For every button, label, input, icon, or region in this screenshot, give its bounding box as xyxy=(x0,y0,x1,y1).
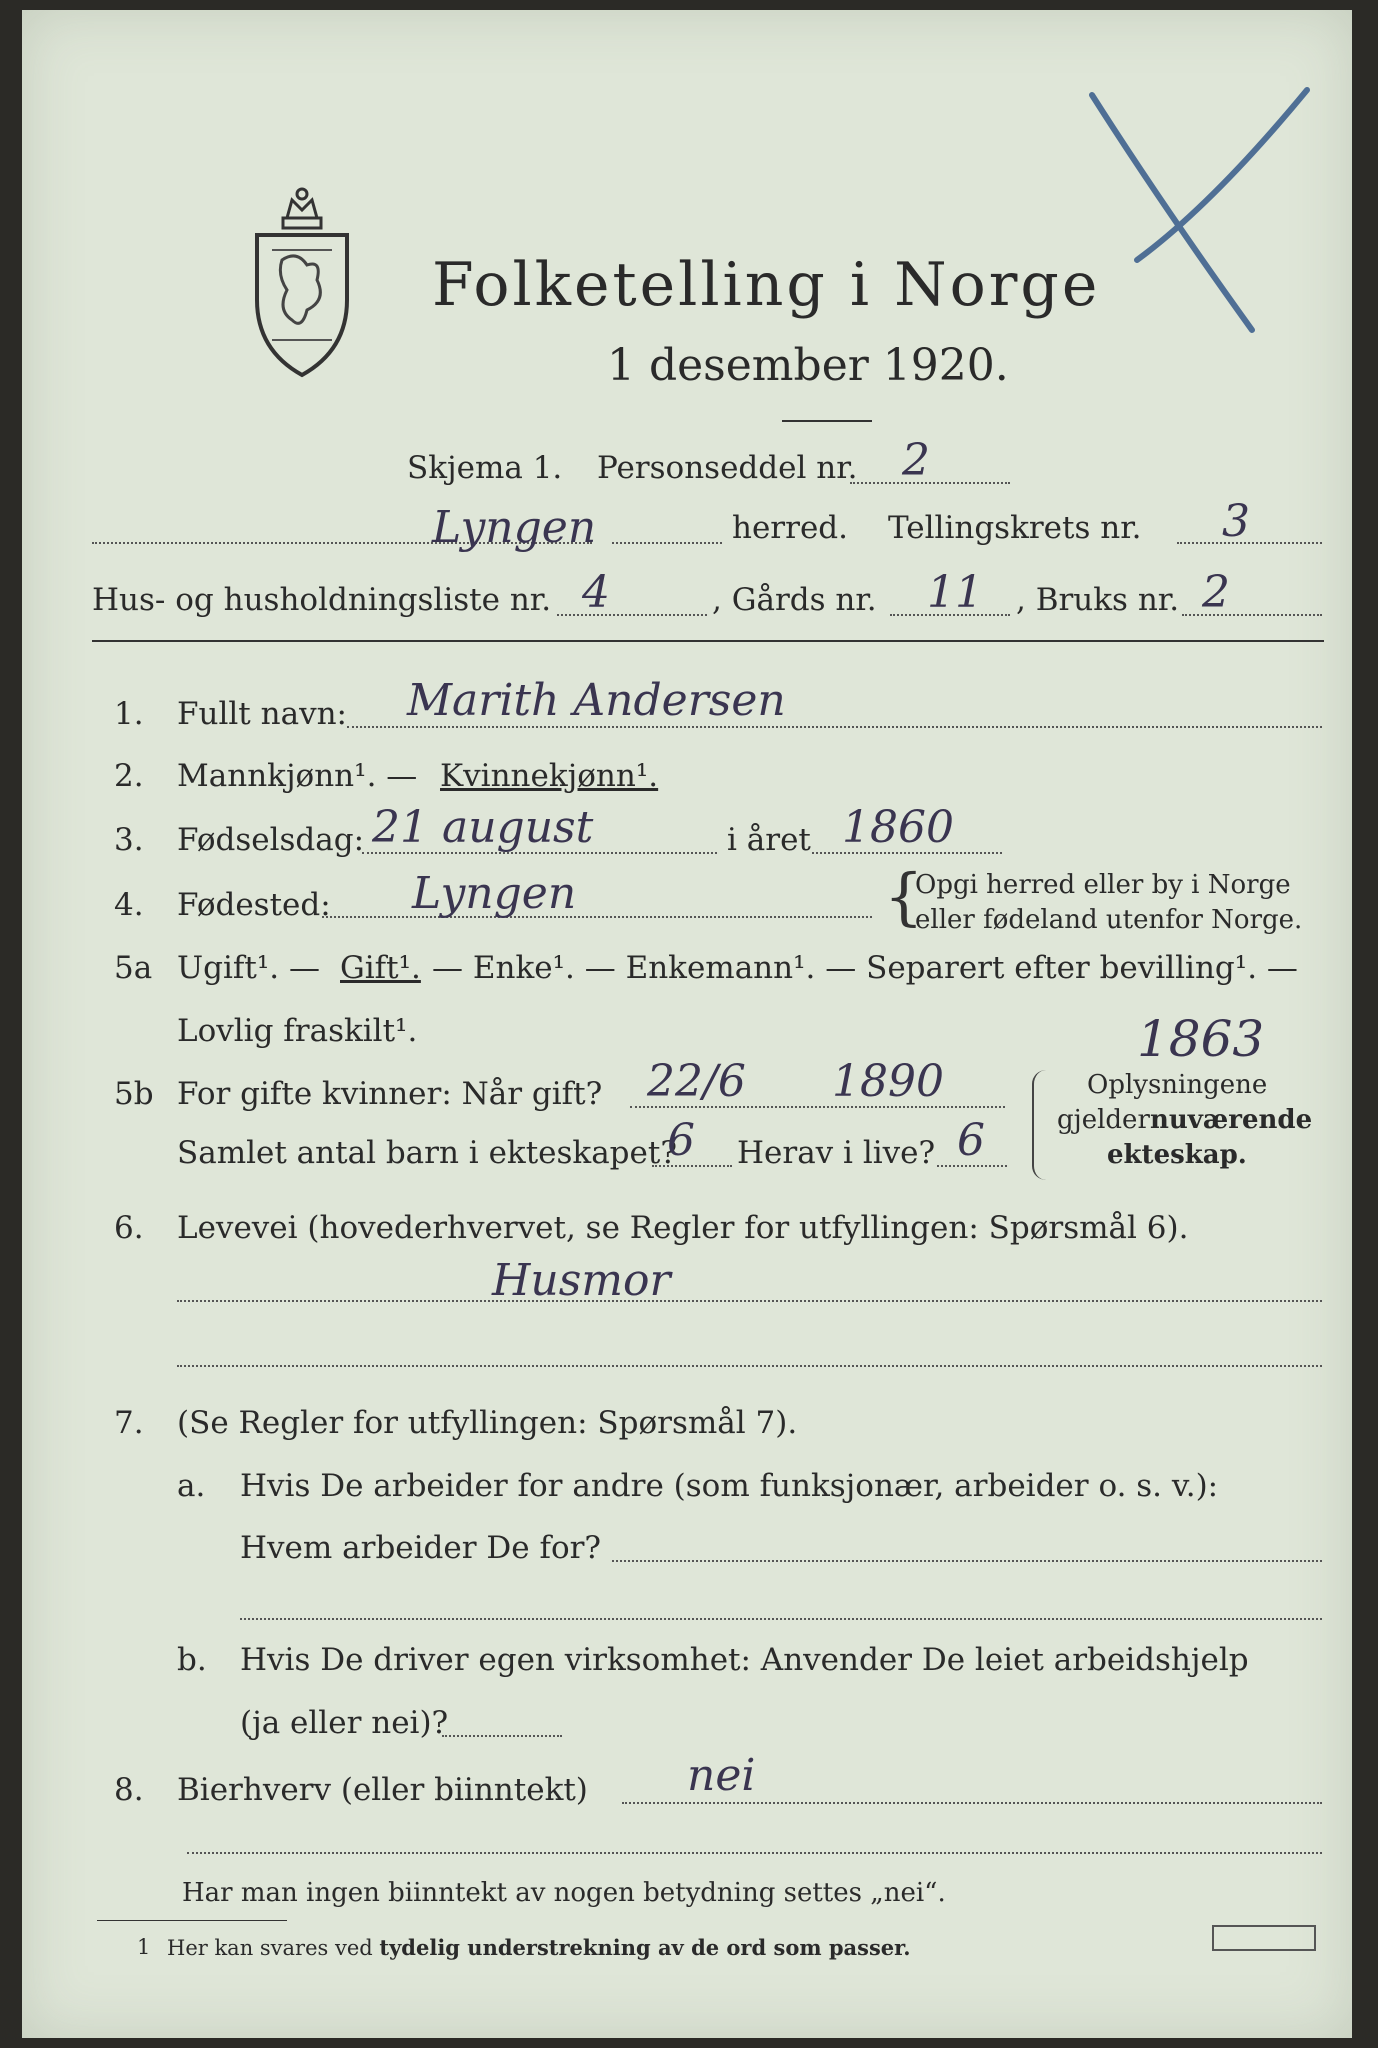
q3-label: Fødselsdag: xyxy=(177,822,365,858)
hus-label: Hus- og husholdningsliste nr. xyxy=(92,582,552,618)
q1-value: Marith Andersen xyxy=(407,675,786,726)
q5a-rest: — Enke¹. — Enkemann¹. — Separert efter bevilling¹. — xyxy=(432,950,1298,986)
q4-brace: { xyxy=(884,860,924,933)
q5a-gift: Gift¹. xyxy=(340,950,421,986)
q7-label: (Se Regler for utfyllingen: Spørsmål 7). xyxy=(177,1405,798,1441)
q2-number: 2. xyxy=(114,758,144,794)
hus-line xyxy=(557,614,707,616)
census-date: 1 desember 1920. xyxy=(607,340,1009,391)
q8-number: 8. xyxy=(114,1772,144,1808)
q2-male: Mannkjønn¹. — xyxy=(177,758,418,794)
q4-note-1: Opgi herred eller by i Norge xyxy=(915,870,1291,900)
hus-value: 4 xyxy=(582,567,610,618)
q8-line-1 xyxy=(622,1802,1322,1804)
q5a-ugift: Ugift¹. — xyxy=(177,950,320,986)
q4-number: 4. xyxy=(114,887,144,923)
herred-value: Lyngen xyxy=(432,502,597,553)
schema-label: Skjema 1. xyxy=(407,450,563,486)
q5b-note-3: ekteskap. xyxy=(1107,1140,1247,1170)
q5b-alive-value: 6 xyxy=(957,1115,985,1166)
q7a-sub: Hvem arbeider De for? xyxy=(240,1530,602,1566)
q4-note-2: eller fødeland utenfor Norge. xyxy=(915,905,1303,935)
herred-label: herred. xyxy=(732,510,848,546)
q5a-line2: Lovlig fraskilt¹. xyxy=(177,1013,418,1049)
gards-label: , Gårds nr. xyxy=(712,582,877,618)
personseddel-line xyxy=(850,482,1010,484)
footer-note: Har man ingen biinntekt av nogen betydning settes „nei“. xyxy=(182,1878,946,1908)
q6-line-2 xyxy=(177,1365,1322,1367)
tellingskrets-label: Tellingskrets nr. xyxy=(888,510,1142,546)
q7a-letter: a. xyxy=(177,1468,206,1504)
printer-stamp xyxy=(1212,1925,1316,1951)
q7b-text: Hvis De driver egen virksomhet: Anvender De leiet arbeidshjelp xyxy=(240,1642,1249,1678)
q5b-label: For gifte kvinner: Når gift? xyxy=(177,1076,603,1112)
q1-number: 1. xyxy=(114,696,144,732)
q1-line xyxy=(347,726,1322,728)
q5b-year-value: 1890 xyxy=(832,1056,944,1107)
footnote-pre: Her kan svares ved xyxy=(167,1936,373,1960)
personseddel-value: 2 xyxy=(902,435,930,486)
gards-value: 11 xyxy=(927,567,983,618)
herred-line-2 xyxy=(612,542,722,544)
q3-year-label: i året xyxy=(727,822,811,858)
q5b-alive-label: Herav i live? xyxy=(737,1135,936,1171)
checkmark-x-icon xyxy=(1082,85,1322,345)
q8-line-2 xyxy=(187,1852,1322,1854)
q3-number: 3. xyxy=(114,822,144,858)
q3-year-value: 1860 xyxy=(842,802,954,853)
q4-label: Fødested: xyxy=(177,887,331,923)
q5b-note-2: gjelder xyxy=(1057,1105,1150,1135)
q5b-bracket xyxy=(1032,1070,1048,1180)
q7b-letter: b. xyxy=(177,1642,207,1678)
q4-line xyxy=(322,916,872,918)
q7a-line-1 xyxy=(612,1560,1322,1562)
bruks-value: 2 xyxy=(1202,567,1230,618)
q5b-children-value: 6 xyxy=(667,1115,695,1166)
bruks-label: , Bruks nr. xyxy=(1016,582,1180,618)
divider xyxy=(782,420,872,422)
form-title: Folketelling i Norge xyxy=(432,250,1101,320)
q6-line-1 xyxy=(177,1300,1322,1302)
q7b-sub: (ja eller nei)? xyxy=(240,1705,449,1741)
q1-label: Fullt navn: xyxy=(177,696,347,732)
q5b-date-value: 22/6 xyxy=(647,1056,746,1107)
q8-value: nei xyxy=(687,1750,756,1801)
footnote-rule xyxy=(97,1920,287,1921)
q5b-note-2b: nuværende xyxy=(1150,1105,1313,1135)
q7-number: 7. xyxy=(114,1405,144,1441)
q4-value: Lyngen xyxy=(412,868,577,919)
section-divider xyxy=(92,640,1324,642)
q5b-children-label: Samlet antal barn i ekteskapet? xyxy=(177,1135,677,1171)
census-form xyxy=(22,10,1352,2038)
coat-of-arms-icon xyxy=(247,180,357,380)
q5a-number: 5a xyxy=(114,950,153,986)
q5b-note-1: Oplysningene xyxy=(1087,1070,1268,1100)
q5a-annotation: 1863 xyxy=(1137,1010,1265,1068)
q2-female: Kvinnekjønn¹. xyxy=(440,758,659,794)
q7a-line-2 xyxy=(240,1618,1322,1620)
personseddel-label: Personseddel nr. xyxy=(597,450,858,486)
q6-label: Levevei (hovederhvervet, se Regler for utfyllingen: Spørsmål 6). xyxy=(177,1210,1189,1246)
q5b-number: 5b xyxy=(114,1076,154,1112)
q7b-line xyxy=(442,1735,562,1737)
q3-value: 21 august xyxy=(372,802,594,853)
footnote-bold: tydelig understrekning av de ord som passer. xyxy=(379,1935,911,1960)
footnote-number: 1 xyxy=(137,1935,151,1959)
tellingskrets-value: 3 xyxy=(1222,496,1250,547)
q7a-text: Hvis De arbeider for andre (som funksjonær, arbeider o. s. v.): xyxy=(240,1468,1219,1504)
q6-number: 6. xyxy=(114,1210,144,1246)
q8-label: Bierhverv (eller biinntekt) xyxy=(177,1772,588,1808)
footnote-text xyxy=(167,1935,911,1960)
q6-value: Husmor xyxy=(492,1255,671,1306)
